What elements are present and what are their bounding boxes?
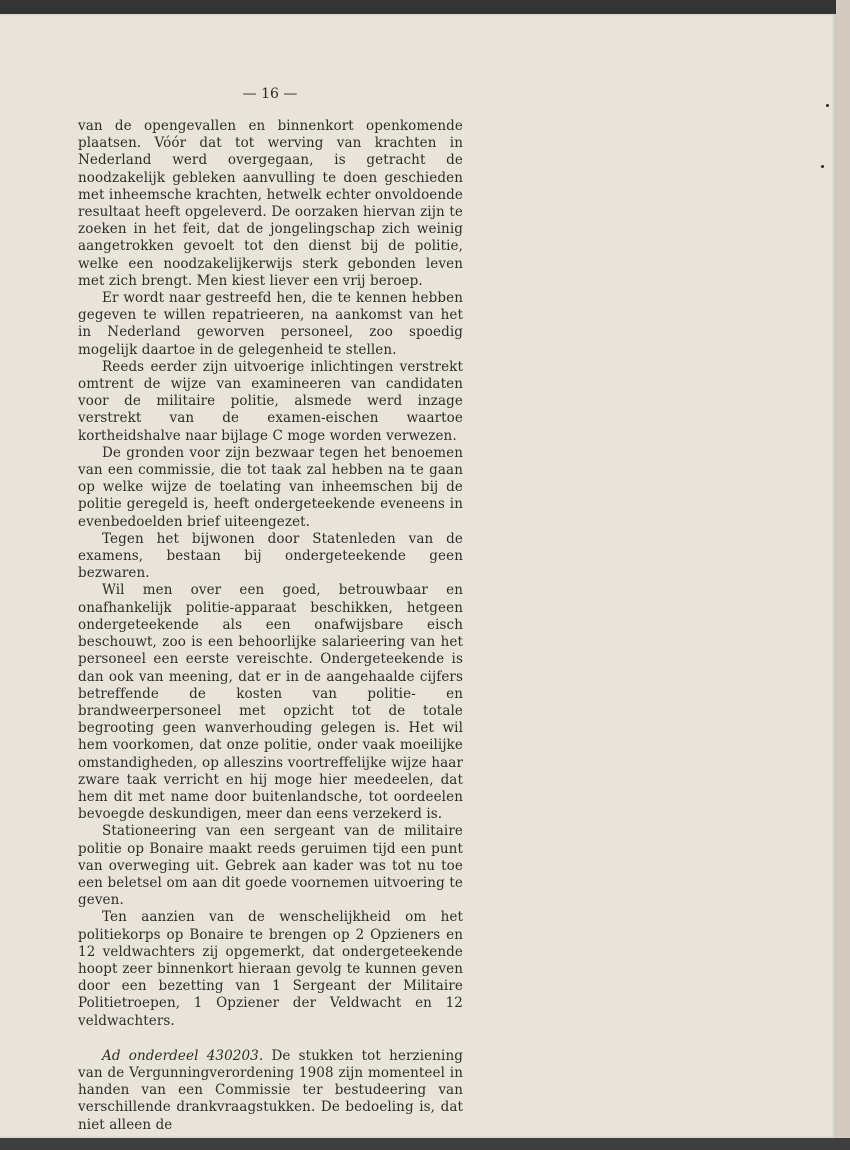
speck-mark (826, 104, 829, 107)
paragraph: Er wordt naar gestreefd hen, die te kennen hebben gegeven te willen repatrieeren, na aankomst van het in Nederland geworven personeel, zoo spoedig mogelijk daartoe in de gelegenheid te stellen. (78, 290, 463, 358)
paragraph: Ten aanzien van de wenschelijkheid om het politiekorps op Bonaire te brengen op 2 Opzieners en 12 veldwachters zij opgemerkt, dat ondergeteekende hoopt zeer binnenkort hieraan gevolg te kunnen geven door een bezetting van 1 Sergeant der Militaire Politietroepen, 1 Opziener der Veldwacht en 12 veldwachters. (78, 909, 463, 1029)
ad-section-reference: Ad onderdeel 430203. (102, 1047, 264, 1064)
speck-mark (821, 165, 824, 168)
body-text (78, 118, 463, 1134)
paragraph: Reeds eerder zijn uitvoerige inlichtingen verstrekt omtrent de wijze van examineeren van candidaten voor de militaire politie, alsmede werd inzage verstrekt van de examen-eischen waartoe kortheidshalve naar bijlage C moge worden verwezen. (78, 358, 463, 444)
paragraph: van de opengevallen en binnenkort openkomende plaatsen. Vóór dat tot werving van krachten in Nederland werd overgegaan, is getracht de noodzakelijk gebleken aanvulling te doen geschieden met inheemsche krachten, hetwelk echter onvoldoende resultaat heeft opgeleverd. De oorzaken hiervan zijn te zoeken in het feit, dat de jongelingschap zich weinig aangetrokken gevoelt tot den dienst bij de politie, welke een noodzakelijkerwijs sterk gebonden leven met zich brengt. Men kiest liever een vrij beroep. (78, 118, 464, 289)
ad-section-paragraph (78, 1048, 463, 1134)
paragraph: Tegen het bijwonen door Statenleden van de examens, bestaan bij ondergeteekende geen bezwaren. (78, 530, 463, 582)
scan-bottom-border (0, 1138, 850, 1150)
page-number: — 16 — (242, 86, 298, 102)
paragraph: Wil men over een goed, betrouwbaar en onafhankelijk politie-apparaat beschikken, hetgeen ondergeteekende als een onafwijsbare eisch beschouwt, zoo is een behoorlijke salarieering van het personeel een eerste vereischte. Ondergeteekende is dan ook van meening, dat er in de aangehaalde cijfers betreffende de kosten van politie- en brandweerpersoneel met opzicht tot de totale begrooting geen wanverhouding gelegen is. Het wil hem voorkomen, dat onze politie, onder vaak moeilijke omstandigheden, op alleszins voortreffelijke wijze haar zware taak verricht en hij moge hier meedeelen, dat hem dit met name door buitenlandsche, tot oordeelen bevoegde deskundigen, meer dan eens verzekerd is. (78, 582, 463, 823)
ad-section-text: De stukken tot herziening van de Vergunningverordening 1908 zijn momenteel in handen van een Commissie ter bestudeering van verschillende drankvraagstukken. De bedoeling is, dat niet alleen de (78, 1047, 463, 1133)
paragraph: Stationeering van een sergeant van de militaire politie op Bonaire maakt reeds geruimen tijd een punt van overweging uit. Gebrek aan kader was tot nu toe een beletsel om aan dit goede voornemen uitvoering te geven. (78, 823, 463, 909)
paragraph: De gronden voor zijn bezwaar tegen het benoemen van een commissie, die tot taak zal hebben na te gaan op welke wijze de toelating van inheemschen bij de politie geregeld is, heeft ondergeteekende eveneens in evenbedoelden brief uiteengezet. (78, 444, 463, 530)
scan-right-edge (836, 0, 850, 1150)
scan-top-border (0, 0, 850, 14)
